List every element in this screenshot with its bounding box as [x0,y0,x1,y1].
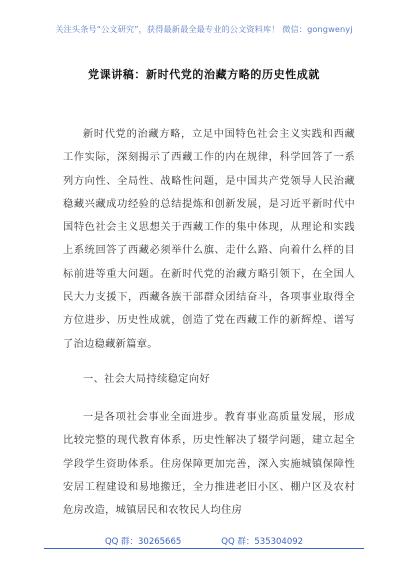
page-title: 党课讲稿：新时代党的治藏方略的历史性成就 [88,68,320,81]
body-paragraph-1: 新时代党的治藏方略，立足中国特色社会主义实践和西藏工作实际，深刻揭示了西藏工作的内在规律，科学回答了一系列方向性、全局性、战略性问题，是中国共产党领导人民治藏稳藏兴藏成功经验的总结提炼和创新发展，是习近平新时代中国特色社会主义思想关于西藏工作的集中体现，从理论和实践上系统回答了西藏必须举什么旗、走什么路、向着什么样的目标前进等重大问题。在新时代党的治藏方略引领下，在全国人民大力支援下，西藏各族干部群众团结奋斗，各项事业取得全方位进步、历史性成就，创造了党在西藏工作的新辉煌、谱写了治边稳藏新篇章。 [63,129,355,350]
qq-group-1: QQ 群：30265665 [104,537,182,547]
body-paragraph-2: 一是各项社会事业全面进步。教育事业高质量发展，形成比较完整的现代教育体系，历史性解决了辍学问题，建立起全学段学生资助体系。住房保障更加完善，深入实施城镇保障性安居工程建设和易地搬迁，全力推进老旧小区、棚户区及农村危房改造，城镇居民和农牧民人均住房 [63,412,355,517]
footer-contact [0,535,408,547]
qq-group-2: QQ 群：535304092 [221,537,304,547]
header-banner: 关注头条号“公文研究”，获得最新最全最专业的公文资料库！ 微信：gongwenyj [55,24,353,34]
section-heading: 一、社会大局持续稳定向好 [83,374,211,385]
footer-divider [44,548,364,549]
